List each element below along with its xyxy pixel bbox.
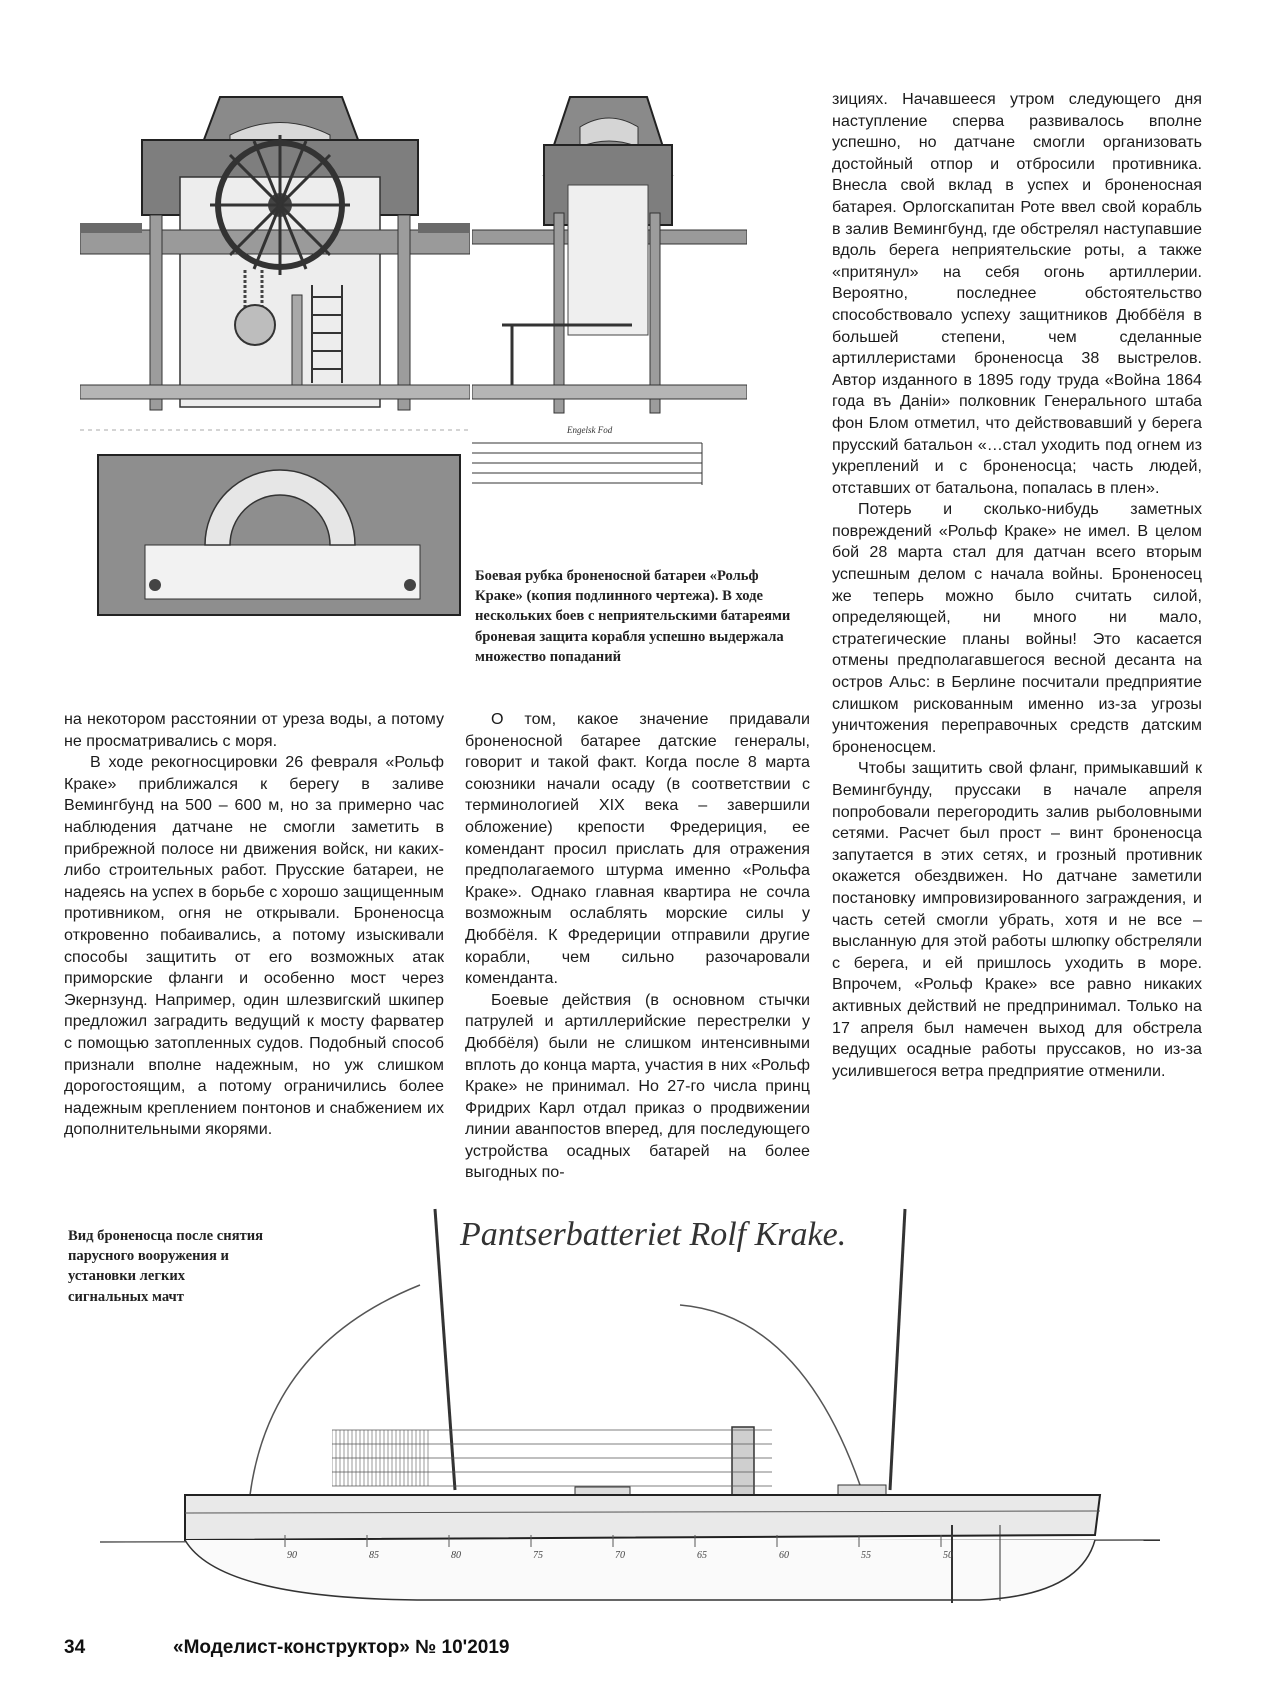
main-mast <box>890 1209 905 1490</box>
right-paragraph-2: Потерь и сколько-нибудь заметных повреждений «Рольф Краке» не имел. В целом бой 28 марта стал для датчан всего вторым успешным делом с начала войны. Броненосец же теперь можно было считать силой, определяющей, ни много ни мало, стратегические планы войны! Это касается отмены предполагавшегося весной десанта на остров Альс: в Берлине посчитали предприятие слишком рискованным именно из-за угрозы уничтожения переправочных средств датским броненосцем. <box>832 500 1202 756</box>
magazine-title: «Моделист-конструктор» № 10'2019 <box>173 1637 510 1658</box>
ship-profile-drawing <box>100 1195 1200 1605</box>
right-paragraph-3: Чтобы защитить свой фланг, примыкавший к Вемингбунду, пруссаки в начале апреля попробовали перегородить залив рыболовными сетями. Расчет был прост – винт броненосца запутается в этих сетях, и грозный противник окажется обездвижен. Но датчане заметили постановку импровизированного заграждения, и часть сетей смогли убрать, хотя и не все – высланную для этой работы шлюпку обстреляли с берега, и ей пришлось уходить в море. Впрочем, «Рольф Краке» все равно никаких активных действий не предпринимал. Только на 17 апреля был намечен выход для обстрела ведущих осадные работы пруссаков, но из-за усилившегося ветра предприятие отменили. <box>832 759 1202 1080</box>
frame-number-label: 55 <box>861 1550 871 1561</box>
text-column-right <box>832 89 1202 1082</box>
ship-caption: Вид броненосца после снятия парусного вооружения и установки легких сигнальных мачт <box>68 1228 264 1305</box>
right-paragraph-1: зициях. Начавшееся утром следующего дня наступление сперва развивалось вполне успешно, но датчане смогли организовать достойный отпор и отбросили противника. Внесла свой вклад в успех и броненосная батарея. Орлогскапитан Роте ввел свой корабль в залив Вемингбунд, где обстрелял наступавшие вдоль берега неприятельские роты, а также «притянул» на себя огонь артиллерии. Вероятно, последнее обстоятельство способствовало успеху защитников Дюббёля в большей степени, чем сделанные артиллеристами броненосца 38 выстрелов. Автор изданного в 1895 году труда «Война 1864 года въ Даніи» полковник Генерального штаба фон Блом отметил, что действовавший у берега прусский батальон «…стал уходить под огнем из укреплений и с броненосца; часть людей, отставших от батальона, попалась в плен». <box>832 90 1202 497</box>
middle-paragraph-2: Боевые действия (в основном стычки патрулей и артиллерийские перестрелки у Дюббёля) были не слишком интенсивными вплоть до конца марта, участия в них «Рольф Краке» не принимал. Но 27-го числа принц Фридрих Карл отдал приказ о продвижении линии аванпостов вперед, для последующего устройства осадных батарей на более выгодных по- <box>465 990 810 1182</box>
ship-drawing-title: Pantserbatteriet Rolf Krake. <box>460 1216 847 1253</box>
left-paragraph-2: В ходе рекогносцировки 26 февраля «Рольф Краке» приближался к берегу в заливе Вемингбунд на 500 – 600 м, но за примерно час наблюдения датчане не смогли заметить в прибрежной полосе ни движения войск, ни каких-либо строительных работ. Прусские батареи, не надеясь на успех в борьбе с хорошо защищенным противником, огня не открывали. Броненосца откровенно побаивались, а потому изыскивали способы защитить от его возможных атак приморские фланги и особенно мост через Экернзунд. Например, один шлезвигский шкипер предложил заградить ведущий к мосту фарватер с помощью затопленных судов. Подобный способ признали вполне надежным, но уж слишком дорогостоящим, а потому ограничились более надежным креплением понтонов и снабжением их дополнительными якорями. <box>64 753 444 1139</box>
middle-paragraph-1: О том, какое значение придавали броненосной батарее датские генералы, говорит и такой факт. Когда после 8 марта союзники начали осаду (в соответствии с терминологией XIX века – завершили обложение) крепости Фредериция, ее комендант просил прислать для отражения предполагаемого штурма именно «Рольфа Краке». Однако главная квартира не сочла возможным ослаблять морские силы у Дюббёля. К Фредериции отправили другие корабли, чем сильно разочаровали коменданта. <box>465 710 810 988</box>
frame-number-label: 80 <box>451 1550 461 1561</box>
conning-tower-caption: Боевая рубка броненосной батареи «Рольф Краке» (копия подлинного чертежа). В ходе нескольких боев с неприятельскими батареями броневая защита корабля успешно выдержала множество попаданий <box>475 568 791 665</box>
text-column-middle <box>465 709 810 1184</box>
frame-number-label: 75 <box>533 1550 543 1561</box>
frame-number-label: 65 <box>697 1550 707 1561</box>
hull-lower <box>185 1540 1095 1600</box>
lower-scale-bar <box>332 1420 774 1492</box>
steering-wheel-icon <box>210 135 350 275</box>
scale-label: Engelsk Fod <box>567 425 613 435</box>
conning-tower-side-drawing <box>472 85 747 505</box>
scale-bar <box>472 443 702 485</box>
hull-upper <box>185 1495 1100 1540</box>
left-paragraph-1: на некотором расстоянии от уреза воды, а потому не просматривались с моря. <box>64 710 444 750</box>
conning-tower-front-drawing <box>80 85 470 685</box>
page-number: 34 <box>64 1637 86 1658</box>
frame-number-label: 70 <box>615 1550 625 1561</box>
frame-number-label: 90 <box>287 1550 297 1561</box>
frame-number-label: 85 <box>369 1550 379 1561</box>
frame-number-label: 60 <box>779 1550 789 1561</box>
frame-number-label: 50 <box>943 1550 953 1561</box>
text-column-left <box>64 709 444 1141</box>
